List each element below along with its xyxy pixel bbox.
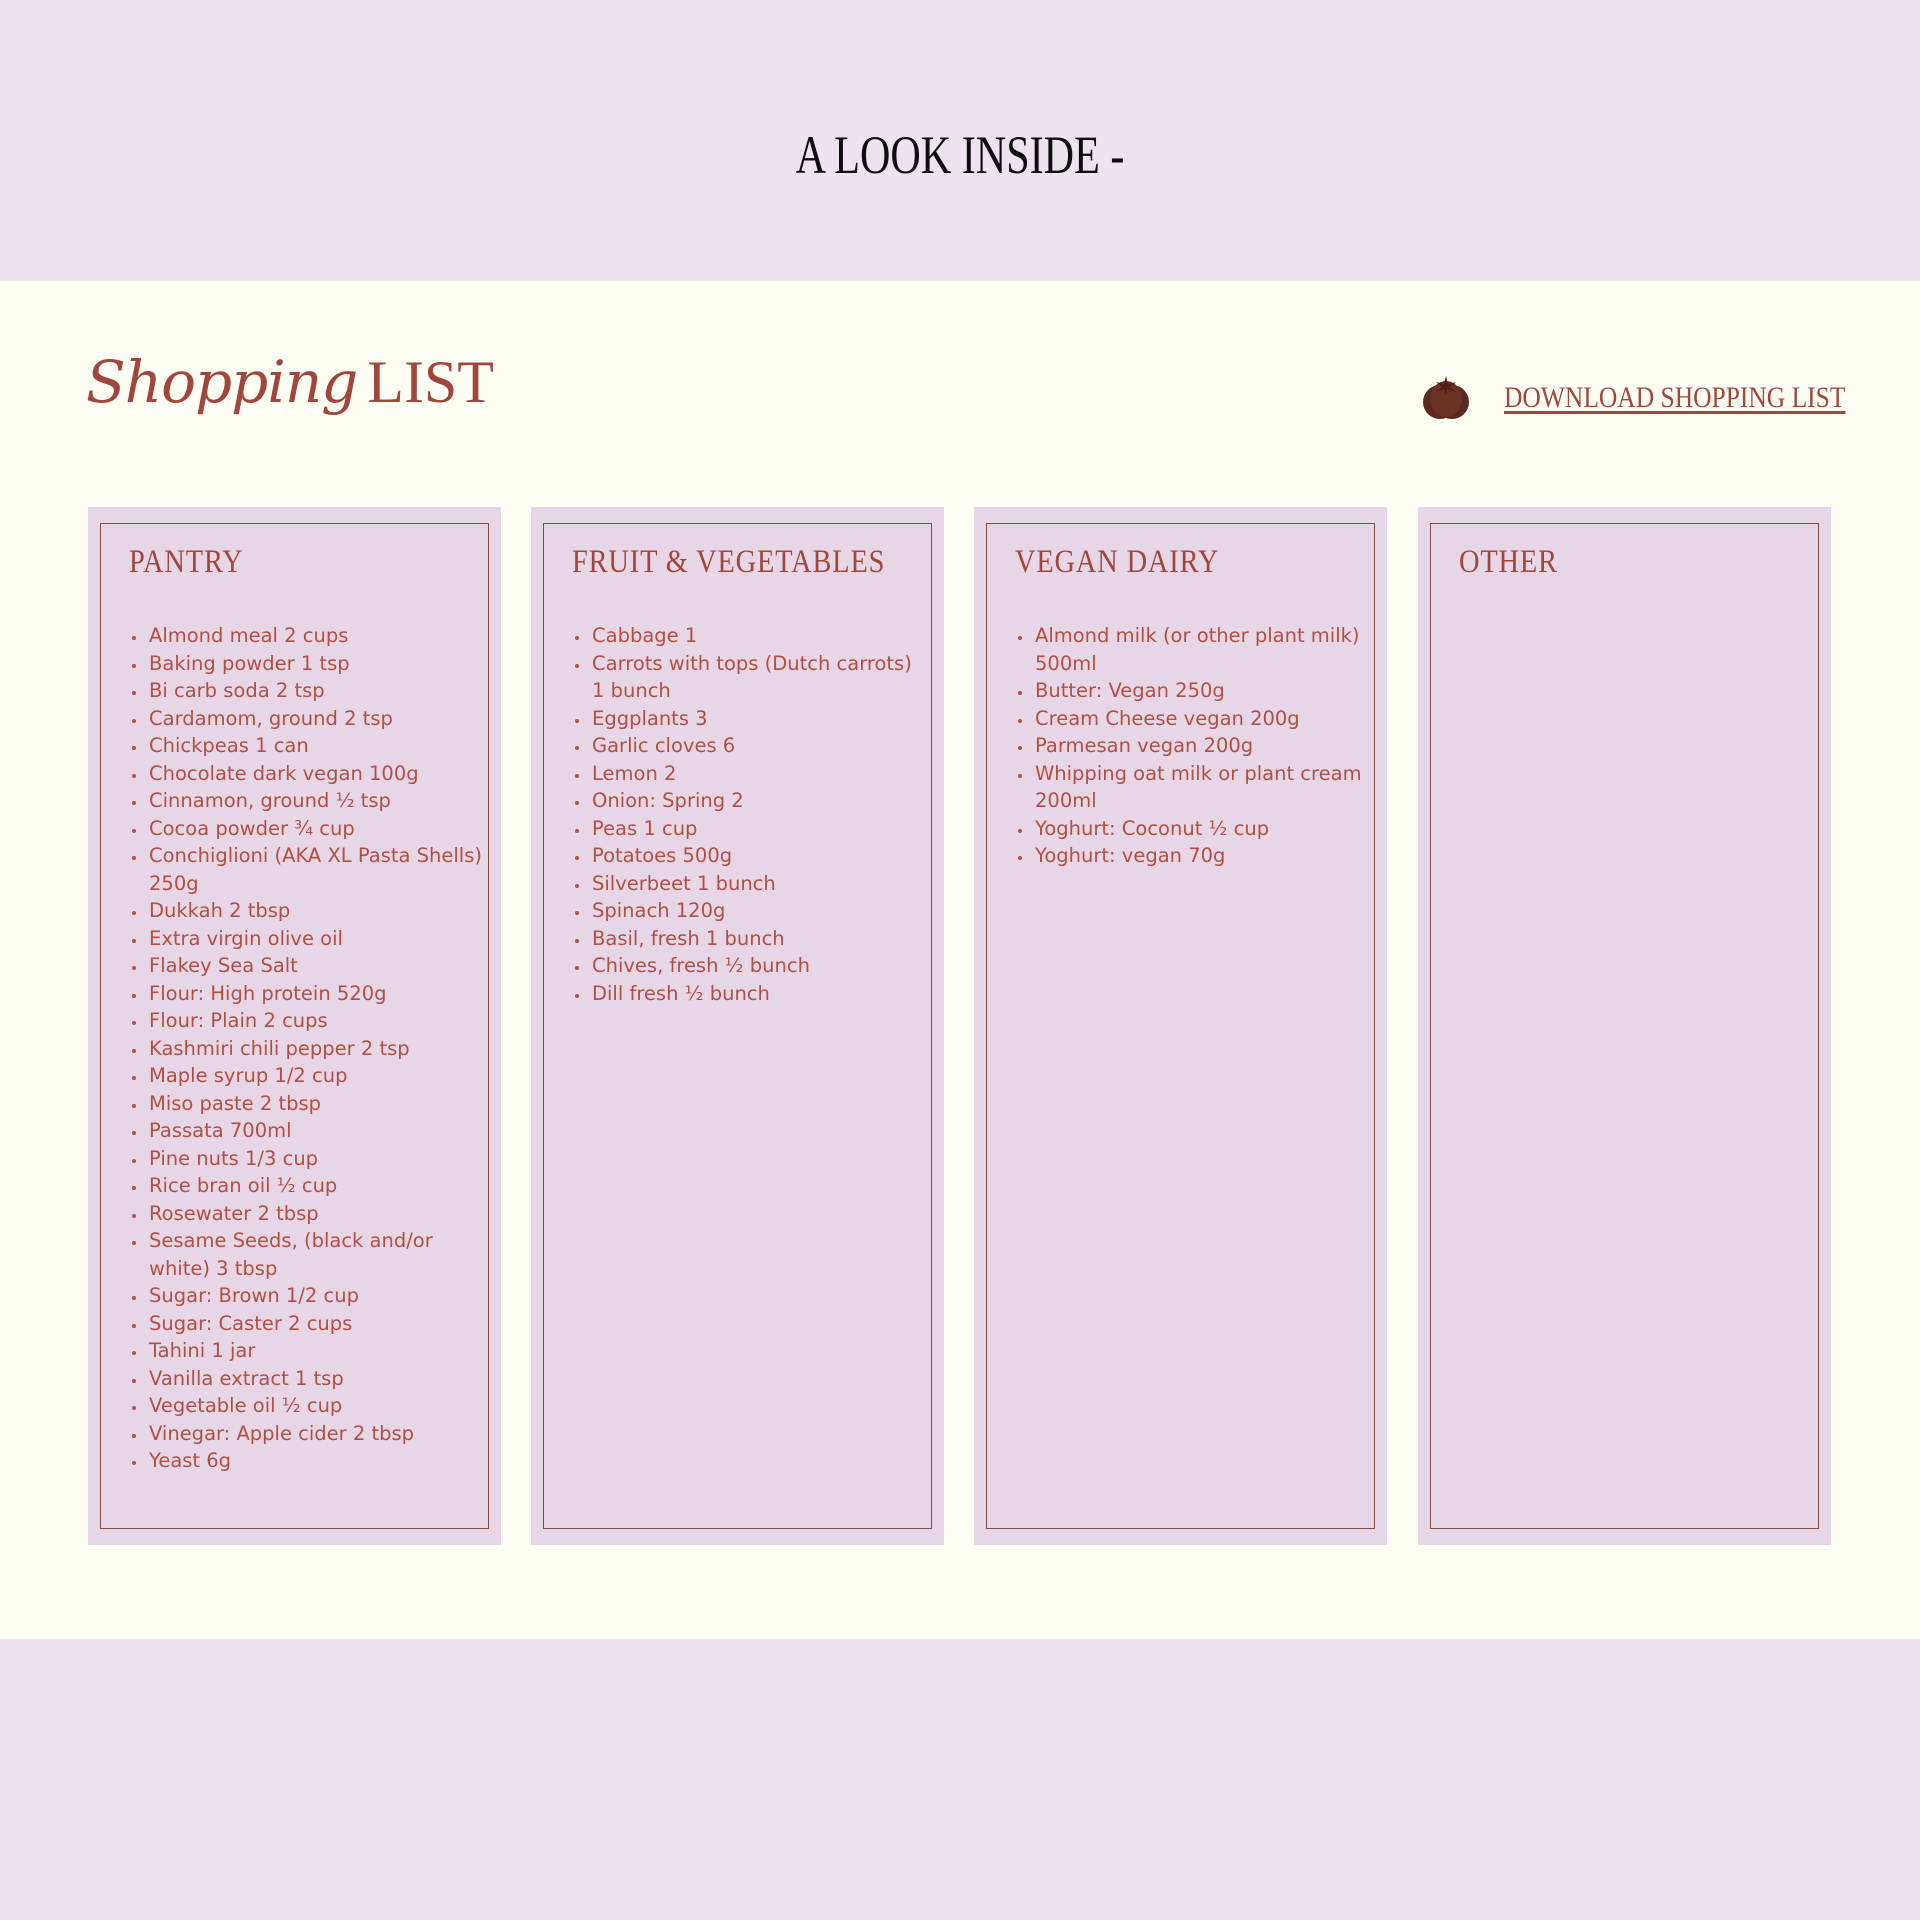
list-item: • Tahini 1 jar: [147, 1337, 487, 1365]
page-title: A LOOK INSIDE -: [795, 125, 1125, 185]
list-item: • Miso paste 2 tbsp: [147, 1090, 487, 1118]
list-item: • Cabbage 1: [590, 622, 930, 650]
list-item: • Passata 700ml: [147, 1117, 487, 1145]
list-item: • Lemon 2: [590, 760, 930, 788]
list-item: • Yoghurt: vegan 70g: [1033, 842, 1373, 870]
list-item: • Yeast 6g: [147, 1447, 487, 1475]
list-item: • Chickpeas 1 can: [147, 732, 487, 760]
category-card-pantry: [88, 507, 501, 1545]
shopping-list-heading: [86, 348, 494, 438]
category-title: VEGAN DAIRY: [1015, 544, 1220, 580]
category-card-other: [1418, 507, 1831, 1545]
list-item: • Rice bran oil ½ cup: [147, 1172, 487, 1200]
item-list: [564, 622, 930, 1007]
category-title: OTHER: [1459, 544, 1558, 580]
list-item: • Whipping oat milk or plant cream 200ml: [1033, 760, 1373, 815]
list-item: • Cardamom, ground 2 tsp: [147, 705, 487, 733]
category-card-fruit-vegetables: [531, 507, 944, 1545]
list-item: • Flour: High protein 520g: [147, 980, 487, 1008]
download-shopping-list-link[interactable]: [1418, 368, 1906, 428]
category-title: PANTRY: [129, 544, 244, 580]
list-item: • Yoghurt: Coconut ½ cup: [1033, 815, 1373, 843]
heading-script: Shopping: [86, 348, 358, 416]
list-item: • Cinnamon, ground ½ tsp: [147, 787, 487, 815]
item-list: [121, 622, 487, 1475]
list-item: • Parmesan vegan 200g: [1033, 732, 1373, 760]
list-item: • Eggplants 3: [590, 705, 930, 733]
list-item: • Bi carb soda 2 tsp: [147, 677, 487, 705]
list-item: • Butter: Vegan 250g: [1033, 677, 1373, 705]
list-item: • Potatoes 500g: [590, 842, 930, 870]
item-list: [1007, 622, 1373, 870]
card-frame: [1430, 523, 1819, 1529]
category-title: FRUIT & VEGETABLES: [572, 544, 886, 580]
list-item: • Sesame Seeds, (black and/or white) 3 tbsp: [147, 1227, 487, 1282]
list-item: • Vinegar: Apple cider 2 tbsp: [147, 1420, 487, 1448]
download-label[interactable]: DOWNLOAD SHOPPING LIST: [1504, 381, 1846, 414]
list-item: • Cocoa powder ¾ cup: [147, 815, 487, 843]
list-item: • Vanilla extract 1 tsp: [147, 1365, 487, 1393]
list-item: • Flakey Sea Salt: [147, 952, 487, 980]
list-item: • Carrots with tops (Dutch carrots) 1 bunch: [590, 650, 930, 705]
list-item: • Sugar: Brown 1/2 cup: [147, 1282, 487, 1310]
list-item: • Flour: Plain 2 cups: [147, 1007, 487, 1035]
list-item: • Maple syrup 1/2 cup: [147, 1062, 487, 1090]
list-item: • Conchiglioni (AKA XL Pasta Shells) 250g: [147, 842, 487, 897]
tomato-icon: [1418, 368, 1474, 429]
list-item: • Baking powder 1 tsp: [147, 650, 487, 678]
category-card-vegan-dairy: [974, 507, 1387, 1545]
list-item: • Pine nuts 1/3 cup: [147, 1145, 487, 1173]
list-item: • Kashmiri chili pepper 2 tsp: [147, 1035, 487, 1063]
heading-caps: LIST: [367, 349, 494, 415]
card-frame: [543, 523, 932, 1529]
list-item: • Onion: Spring 2: [590, 787, 930, 815]
list-item: • Chives, fresh ½ bunch: [590, 952, 930, 980]
list-item: • Vegetable oil ½ cup: [147, 1392, 487, 1420]
list-item: • Garlic cloves 6: [590, 732, 930, 760]
list-item: • Basil, fresh 1 bunch: [590, 925, 930, 953]
card-frame: [986, 523, 1375, 1529]
list-item: • Peas 1 cup: [590, 815, 930, 843]
list-item: • Dukkah 2 tbsp: [147, 897, 487, 925]
list-item: • Silverbeet 1 bunch: [590, 870, 930, 898]
list-item: • Chocolate dark vegan 100g: [147, 760, 487, 788]
list-item: • Sugar: Caster 2 cups: [147, 1310, 487, 1338]
card-frame: [100, 523, 489, 1529]
list-item: • Spinach 120g: [590, 897, 930, 925]
list-item: • Extra virgin olive oil: [147, 925, 487, 953]
list-item: • Rosewater 2 tbsp: [147, 1200, 487, 1228]
list-item: • Dill fresh ½ bunch: [590, 980, 930, 1008]
list-item: • Cream Cheese vegan 200g: [1033, 705, 1373, 733]
list-item: • Almond meal 2 cups: [147, 622, 487, 650]
footer-band: [0, 1639, 1920, 1920]
list-item: • Almond milk (or other plant milk) 500ml: [1033, 622, 1373, 677]
